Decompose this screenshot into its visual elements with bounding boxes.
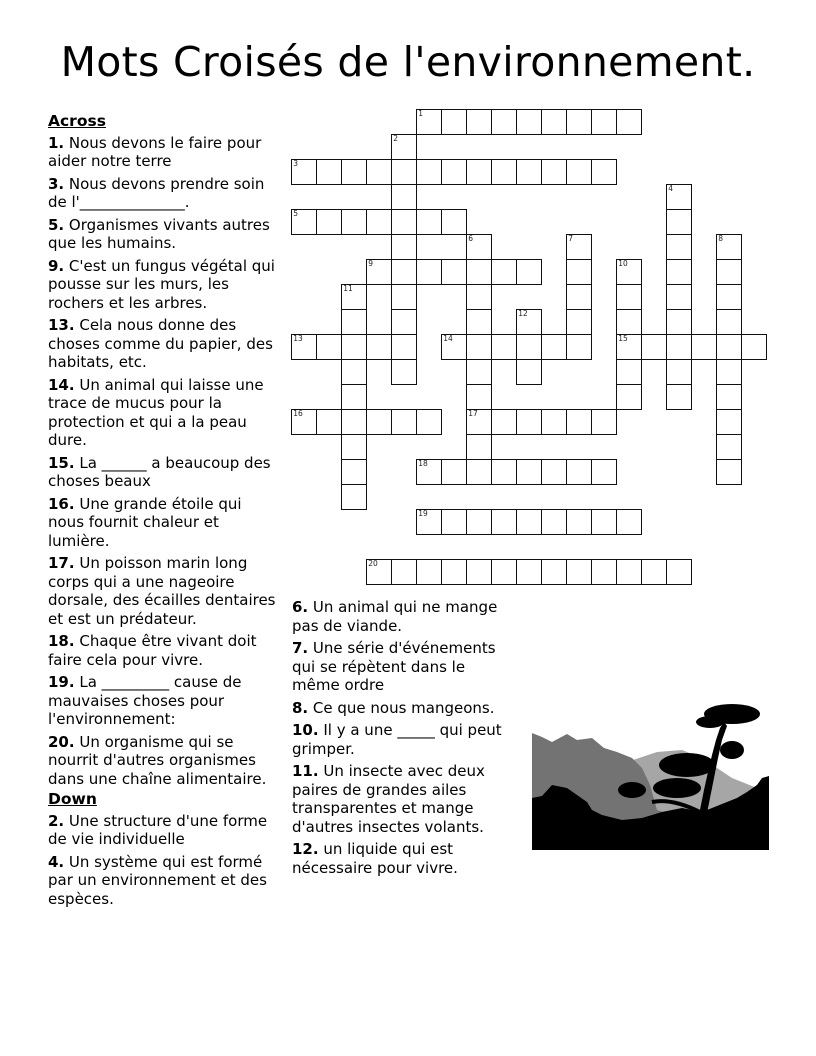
clue-number: 9. [48, 256, 65, 275]
grid-cell[interactable] [341, 309, 367, 335]
grid-cell[interactable] [441, 209, 467, 235]
clue-number: 5. [48, 215, 65, 234]
grid-cell[interactable] [316, 209, 342, 235]
clue-text: Une grande étoile qui nous fournit chaleur et lumière. [48, 494, 242, 550]
grid-cell[interactable] [566, 509, 592, 535]
grid-cell[interactable] [341, 409, 367, 435]
grid-cell[interactable] [491, 109, 517, 135]
cell-number: 10 [618, 259, 628, 269]
grid-cell[interactable] [541, 334, 567, 360]
down-clue-list-left [48, 812, 280, 909]
grid-cell[interactable] [516, 359, 542, 385]
clue-across-3 [48, 175, 280, 212]
grid-cell[interactable] [391, 409, 417, 435]
cell-number: 17 [468, 409, 478, 419]
clue-number: 3. [48, 174, 65, 193]
grid-cell[interactable] [366, 159, 392, 185]
grid-cell[interactable] [466, 309, 492, 335]
landscape-illustration [532, 700, 769, 850]
grid-cell[interactable] [691, 334, 717, 360]
grid-cell[interactable] [516, 509, 542, 535]
grid-cell[interactable] [666, 309, 692, 335]
grid-cell[interactable] [441, 109, 467, 135]
clue-number: 1. [48, 133, 65, 152]
clue-down-6 [292, 598, 507, 635]
grid-cell[interactable] [541, 459, 567, 485]
clue-number: 14. [48, 375, 75, 394]
clues-left-column [48, 112, 280, 912]
grid-cell[interactable] [441, 159, 467, 185]
clue-text: Chaque être vivant doit faire cela pour vivre. [48, 632, 257, 669]
grid-cell[interactable] [616, 359, 642, 385]
grid-cell[interactable] [391, 334, 417, 360]
grid-cell[interactable] [591, 409, 617, 435]
clue-across-1 [48, 134, 280, 171]
grid-cell[interactable] [716, 384, 742, 410]
grid-cell[interactable] [466, 434, 492, 460]
clue-across-9 [48, 257, 280, 313]
grid-cell[interactable] [466, 459, 492, 485]
grid-cell[interactable] [466, 359, 492, 385]
grid-cell[interactable] [541, 409, 567, 435]
grid-cell[interactable] [716, 234, 742, 260]
grid-cell[interactable] [341, 209, 367, 235]
cell-number: 1 [418, 109, 424, 119]
clue-across-17 [48, 554, 280, 628]
grid-cell[interactable] [316, 334, 342, 360]
clue-down-12 [292, 840, 507, 877]
grid-cell[interactable] [491, 259, 517, 285]
grid-cell[interactable] [416, 259, 442, 285]
grid-cell[interactable] [466, 234, 492, 260]
grid-cell[interactable] [666, 209, 692, 235]
grid-cell[interactable] [641, 334, 667, 360]
grid-cell[interactable] [666, 559, 692, 585]
grid-cell[interactable] [666, 359, 692, 385]
grid-cell[interactable] [566, 309, 592, 335]
grid-cell[interactable] [541, 159, 567, 185]
grid-cell[interactable] [591, 159, 617, 185]
cell-number: 12 [518, 309, 528, 319]
grid-cell[interactable] [616, 284, 642, 310]
cell-number: 11 [343, 284, 353, 294]
grid-cell[interactable] [416, 409, 442, 435]
grid-cell[interactable] [391, 559, 417, 585]
grid-cell[interactable] [666, 234, 692, 260]
grid-cell[interactable] [391, 209, 417, 235]
grid-cell[interactable] [466, 509, 492, 535]
cell-number: 8 [718, 234, 724, 244]
grid-cell[interactable] [516, 159, 542, 185]
clue-down-7 [292, 639, 507, 695]
grid-cell[interactable] [516, 109, 542, 135]
grid-cell[interactable] [341, 159, 367, 185]
grid-cell[interactable] [566, 559, 592, 585]
grid-cell[interactable] [391, 259, 417, 285]
grid-cell[interactable] [491, 559, 517, 585]
grid-cell[interactable] [491, 159, 517, 185]
grid-cell[interactable] [366, 259, 392, 285]
grid-cell[interactable] [416, 209, 442, 235]
cell-number: 2 [393, 134, 399, 144]
grid-cell[interactable] [341, 384, 367, 410]
grid-cell[interactable] [341, 459, 367, 485]
grid-cell[interactable] [391, 309, 417, 335]
grid-cell[interactable] [291, 209, 317, 235]
grid-cell[interactable] [366, 559, 392, 585]
grid-cell[interactable] [366, 334, 392, 360]
clue-across-14 [48, 376, 280, 450]
grid-cell[interactable] [441, 334, 467, 360]
grid-cell[interactable] [716, 434, 742, 460]
grid-cell[interactable] [466, 334, 492, 360]
grid-cell[interactable] [466, 559, 492, 585]
grid-cell[interactable] [391, 234, 417, 260]
grid-cell[interactable] [591, 559, 617, 585]
grid-cell[interactable] [466, 109, 492, 135]
clue-number: 18. [48, 632, 75, 650]
cell-number: 6 [468, 234, 474, 244]
grid-cell[interactable] [491, 459, 517, 485]
grid-cell[interactable] [341, 334, 367, 360]
grid-cell[interactable] [416, 109, 442, 135]
across-clue-list [48, 134, 280, 789]
grid-cell[interactable] [666, 284, 692, 310]
clue-number: 7. [292, 639, 309, 657]
clue-across-16 [48, 495, 280, 551]
grid-cell[interactable] [666, 334, 692, 360]
grid-cell[interactable] [566, 159, 592, 185]
cell-number: 19 [418, 509, 428, 519]
grid-cell[interactable] [616, 259, 642, 285]
clue-number: 8. [292, 698, 309, 717]
grid-cell[interactable] [516, 409, 542, 435]
cell-number: 13 [293, 334, 303, 344]
clue-text: Ce que nous mangeons. [308, 698, 495, 717]
clue-across-15 [48, 454, 280, 491]
clues-right-column [292, 598, 507, 881]
clue-text: Une série d'événements qui se répètent dans le même ordre [292, 639, 496, 694]
grid-cell[interactable] [516, 334, 542, 360]
page-title: Mots Croisés de l'environnement. [60, 38, 756, 86]
clue-text: Un système qui est formé par un environnement et des espèces. [48, 852, 267, 908]
clue-text: Cela nous donne des choses comme du papier, des habitats, etc. [48, 316, 273, 371]
clue-number: 2. [48, 811, 65, 830]
grid-cell[interactable] [516, 309, 542, 335]
down-heading: Down [48, 790, 97, 808]
grid-cell[interactable] [566, 459, 592, 485]
grid-cell[interactable] [466, 384, 492, 410]
clue-number: 17. [48, 554, 75, 572]
clue-number: 13. [48, 316, 75, 334]
clue-text: Un animal qui ne mange pas de viande. [292, 598, 498, 635]
grid-cell[interactable] [616, 559, 642, 585]
clue-number: 19. [48, 673, 75, 691]
grid-cell[interactable] [341, 284, 367, 310]
grid-cell[interactable] [616, 334, 642, 360]
grid-cell[interactable] [591, 109, 617, 135]
grid-cell[interactable] [641, 559, 667, 585]
grid-cell[interactable] [466, 259, 492, 285]
clue-text: Une structure d'une forme de vie individuelle [48, 811, 268, 848]
grid-cell[interactable] [391, 134, 417, 160]
clue-number: 11. [292, 762, 319, 780]
grid-cell[interactable] [716, 409, 742, 435]
clue-number: 6. [292, 598, 309, 616]
grid-cell[interactable] [316, 409, 342, 435]
clue-across-20 [48, 733, 280, 789]
cell-number: 4 [668, 184, 674, 194]
grid-cell[interactable] [566, 109, 592, 135]
clue-down-4 [48, 853, 280, 909]
grid-cell[interactable] [416, 559, 442, 585]
clue-text: Un poisson marin long corps qui a une nageoire dorsale, des écailles dentaires et est un prédateur. [48, 554, 276, 628]
landscape-icon [532, 700, 769, 850]
grid-cell[interactable] [616, 384, 642, 410]
cell-number: 16 [293, 409, 303, 419]
clue-text: Un insecte avec deux paires de grandes ailes transparentes et mange d'autres insectes volants. [292, 762, 485, 836]
grid-cell[interactable] [391, 284, 417, 310]
grid-cell[interactable] [391, 359, 417, 385]
grid-cell[interactable] [716, 284, 742, 310]
grid-cell[interactable] [616, 509, 642, 535]
cell-number: 14 [443, 334, 453, 344]
grid-cell[interactable] [516, 259, 542, 285]
clue-number: 15. [48, 453, 75, 472]
clue-across-5 [48, 216, 280, 253]
grid-cell[interactable] [491, 509, 517, 535]
grid-cell[interactable] [616, 309, 642, 335]
grid-cell[interactable] [441, 559, 467, 585]
grid-cell[interactable] [516, 459, 542, 485]
cell-number: 15 [618, 334, 628, 344]
grid-cell[interactable] [341, 434, 367, 460]
clue-down-2 [48, 812, 280, 849]
clue-text: un liquide qui est nécessaire pour vivre. [292, 840, 458, 877]
grid-cell[interactable] [391, 184, 417, 210]
grid-cell[interactable] [466, 159, 492, 185]
grid-cell[interactable] [316, 159, 342, 185]
clue-across-19 [48, 673, 280, 729]
grid-cell[interactable] [291, 409, 317, 435]
clue-text: Il y a une _____ qui peut grimper. [292, 721, 502, 758]
grid-cell[interactable] [566, 284, 592, 310]
grid-cell[interactable] [591, 459, 617, 485]
clue-across-13 [48, 316, 280, 372]
grid-cell[interactable] [616, 109, 642, 135]
clue-number: 16. [48, 494, 75, 513]
clue-text: Nous devons prendre soin de l'______________. [48, 174, 265, 211]
grid-cell[interactable] [416, 509, 442, 535]
grid-cell[interactable] [566, 259, 592, 285]
clue-text: La _________ cause de mauvaises choses pour l'environnement: [48, 673, 242, 728]
grid-cell[interactable] [441, 509, 467, 535]
grid-cell[interactable] [516, 559, 542, 585]
grid-cell[interactable] [716, 259, 742, 285]
clue-down-10 [292, 721, 507, 758]
cell-number: 9 [368, 259, 374, 269]
down-clue-list-right [292, 598, 507, 877]
cell-number: 18 [418, 459, 428, 469]
grid-cell[interactable] [541, 559, 567, 585]
grid-cell[interactable] [566, 409, 592, 435]
clue-text: Un animal qui laisse une trace de mucus pour la protection et qui a la peau dure. [48, 375, 264, 449]
clue-text: Un organisme qui se nourrit d'autres organismes dans une chaîne alimentaire. [48, 732, 267, 788]
clue-text: La ______ a beaucoup des choses beaux [48, 453, 271, 490]
grid-cell[interactable] [441, 259, 467, 285]
clue-down-8 [292, 699, 507, 718]
grid-cell[interactable] [666, 384, 692, 410]
grid-cell[interactable] [441, 459, 467, 485]
grid-cell[interactable] [716, 459, 742, 485]
grid-cell[interactable] [341, 359, 367, 385]
grid-cell[interactable] [716, 334, 742, 360]
grid-cell[interactable] [391, 159, 417, 185]
grid-cell[interactable] [291, 334, 317, 360]
clue-number: 12. [292, 840, 319, 858]
grid-cell[interactable] [366, 409, 392, 435]
clue-down-11 [292, 762, 507, 836]
grid-cell[interactable] [591, 509, 617, 535]
cell-number: 5 [293, 209, 299, 219]
grid-cell[interactable] [341, 484, 367, 510]
cell-number: 20 [368, 559, 378, 569]
grid-cell[interactable] [666, 184, 692, 210]
cell-number: 3 [293, 159, 299, 169]
clue-text: Nous devons le faire pour aider notre terre [48, 133, 262, 170]
grid-cell[interactable] [466, 284, 492, 310]
grid-cell[interactable] [491, 409, 517, 435]
across-heading: Across [48, 112, 106, 130]
grid-cell[interactable] [416, 459, 442, 485]
grid-cell[interactable] [566, 334, 592, 360]
grid-cell[interactable] [366, 209, 392, 235]
grid-cell[interactable] [491, 334, 517, 360]
grid-cell[interactable] [566, 234, 592, 260]
cell-number: 7 [568, 234, 574, 244]
grid-cell[interactable] [416, 159, 442, 185]
clue-text: C'est un fungus végétal qui pousse sur les murs, les rochers et les arbres. [48, 256, 275, 312]
grid-cell[interactable] [466, 409, 492, 435]
grid-cell[interactable] [741, 334, 767, 360]
grid-cell[interactable] [541, 109, 567, 135]
clue-number: 10. [292, 721, 319, 739]
grid-cell[interactable] [716, 359, 742, 385]
grid-cell[interactable] [716, 309, 742, 335]
clue-number: 20. [48, 732, 75, 751]
grid-cell[interactable] [291, 159, 317, 185]
grid-cell[interactable] [666, 259, 692, 285]
grid-cell[interactable] [541, 509, 567, 535]
clue-number: 4. [48, 852, 65, 871]
clue-across-18 [48, 632, 280, 669]
clue-text: Organismes vivants autres que les humains. [48, 215, 270, 252]
